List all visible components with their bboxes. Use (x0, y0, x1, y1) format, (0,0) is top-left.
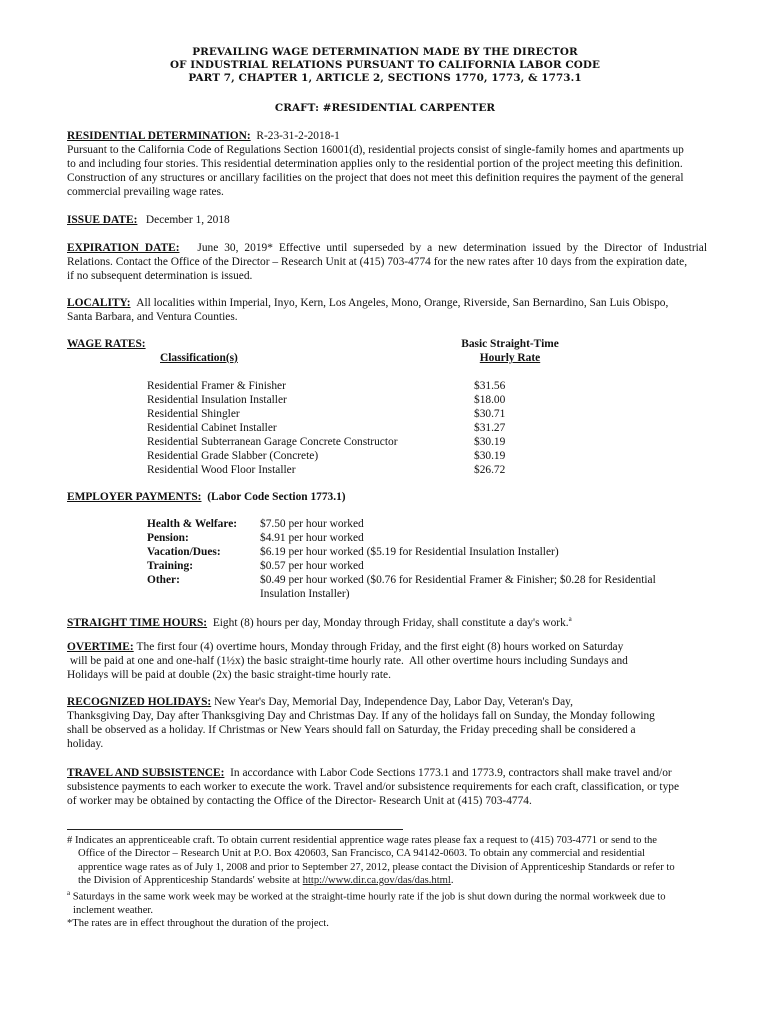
header-line-1: PREVAILING WAGE DETERMINATION MADE BY THE DIRECTOR (192, 46, 578, 58)
employer-label: EMPLOYER PAYMENTS: (67, 491, 202, 503)
expiration-section (67, 241, 707, 283)
footnote-a-mark: a (67, 889, 71, 898)
residential-line-1: Pursuant to the California Code of Regulations Section 16001(d), residential projects consist of single-family homes and apartments up (67, 144, 684, 156)
footnote-a-line-1: Saturdays in the same work week may be worked at the straight-time hourly rate if the job is shut down during the normal workweek due to (72, 891, 666, 903)
issue-date-value: December 1, 2018 (145, 214, 230, 226)
residential-label: RESIDENTIAL DETERMINATION: (67, 130, 251, 142)
residential-line-4: commercial prevailing wage rates. (67, 186, 224, 198)
rate-header-line-2: Hourly Rate (479, 352, 541, 364)
payment-value: $6.19 per hour worked ($5.19 for Residential Insulation Installer) (260, 546, 559, 558)
straight-time-text: Eight (8) hours per day, Monday through Friday, shall constitute a day's work. (212, 616, 569, 629)
list-item: Residential Framer & Finisher (147, 380, 286, 392)
list-item: Other: (147, 574, 180, 586)
das-website-link[interactable]: http://www.dir.ca.gov/das/das.html (302, 874, 451, 886)
footnote-divider (67, 829, 403, 830)
residential-section (67, 129, 707, 199)
expiration-label: EXPIRATION DATE: (67, 242, 180, 254)
header-line-2: OF INDUSTRIAL RELATIONS PURSUANT TO CALIFORNIA LABOR CODE (169, 59, 601, 71)
rate-value: $31.27 (474, 422, 506, 434)
footnote-hash-line-2: Office of the Director – Research Unit at P.O. Box 420603, San Francisco, CA 94142-0603. To obtain any commercial and residential (78, 848, 645, 860)
employer-sub: (Labor Code Section 1773.1) (207, 491, 346, 503)
holidays-line-2: Thanksgiving Day, Day after Thanksgiving Day and Christmas Day. If any of the holidays fall on Sunday, the Monday following (67, 710, 655, 722)
residential-line-2: to and including four stories. This residential determination applies only to the residential portion of the project meeting this definition. (67, 158, 683, 170)
list-item: Vacation/Dues: (147, 546, 221, 558)
list-item: Residential Subterranean Garage Concrete Constructor (147, 436, 398, 448)
footnote-a-line-2: inclement weather. (73, 905, 154, 917)
residential-line-3: Construction of any structures or ancillary facilities on the project that does not meet this definition requires the payment of the general (67, 172, 684, 184)
travel-line-2: subsistence payments to each worker to execute the work. Travel and/or subsistence requirements for each craft, classification, or type (67, 781, 680, 793)
classification-header: Classification(s) (160, 352, 238, 364)
footnote-star: *The rates are in effect throughout the duration of the project. (67, 918, 329, 930)
straight-time-label: STRAIGHT TIME HOURS: (67, 616, 208, 629)
expiration-line-2: Relations. Contact the Office of the Director – Research Unit at (415) 703-4774 for the new rates after 10 days from the expiration date, (67, 256, 688, 268)
locality-line-1: All localities within Imperial, Inyo, Kern, Los Angeles, Mono, Orange, Riverside, San Bernardino, San Luis Obispo, (136, 297, 669, 309)
payment-value: $4.91 per hour worked (260, 532, 364, 544)
travel-label: TRAVEL AND SUBSISTENCE: (67, 767, 225, 779)
list-item: Residential Insulation Installer (147, 394, 287, 406)
expiration-line-1: June 30, 2019* Effective until superseded by a new determination issued by the Director of Industrial (197, 242, 707, 254)
rate-value: $30.19 (474, 436, 506, 448)
travel-line-1: In accordance with Labor Code Sections 1773.1 and 1773.9, contractors shall make travel and/or (230, 767, 672, 779)
list-item: Pension: (147, 532, 189, 544)
travel-section (67, 766, 707, 808)
straight-time-section (67, 612, 572, 630)
residential-code: R-23-31-2-2018-1 (256, 130, 340, 142)
locality-section (67, 296, 707, 324)
employer-payment-names (147, 517, 237, 587)
holidays-line-1: New Year's Day, Memorial Day, Independence Day, Labor Day, Veteran's Day, (214, 696, 573, 708)
list-item: Health & Welfare: (147, 518, 238, 530)
holidays-label: RECOGNIZED HOLIDAYS: (67, 696, 212, 708)
locality-line-2: Santa Barbara, and Ventura Counties. (67, 311, 238, 323)
list-item: Training: (147, 560, 193, 572)
list-item: Residential Grade Slabber (Concrete) (147, 450, 319, 462)
holidays-line-4: holiday. (67, 738, 104, 750)
issue-date-label: ISSUE DATE: (67, 214, 138, 226)
overtime-line-2: will be paid at one and one-half (1½x) the basic straight-time hourly rate. All other overtime hours including Sundays and (67, 655, 628, 667)
rate-value: $26.72 (474, 464, 506, 476)
overtime-line-1: The first four (4) overtime hours, Monday through Friday, and the first eight (8) hours worked on Saturday (136, 641, 624, 653)
rate-header-line-1: Basic Straight-Time (461, 338, 559, 350)
holidays-line-3: shall be observed as a holiday. If Christmas or New Years should fall on Saturday, the Friday preceding shall be considered a (67, 724, 636, 736)
payment-value: $0.57 per hour worked (260, 560, 364, 572)
rate-header (420, 337, 600, 365)
document-header (0, 46, 770, 85)
employer-payments-heading (67, 490, 346, 504)
rate-value: $30.19 (474, 450, 506, 462)
wage-rate-values (474, 379, 505, 477)
straight-time-mark: a (568, 615, 572, 623)
expiration-line-3: if no subsequent determination is issued. (67, 270, 253, 282)
footnote-hash-line-4: the Division of Apprenticeship Standards' website at (78, 874, 300, 886)
list-item: Residential Cabinet Installer (147, 422, 277, 434)
footnote-hash-line-3: apprentice wage rates as of July 1, 2008 and prior to September 27, 2012, please contact the Division of Apprenticeship Standards or refer to (78, 861, 675, 873)
footnotes: # Indicates an apprenticeable craft. To obtain current residential apprentice wage rates please fax a request to (415) 703-4771 or send to the Office of the Director – Research Unit at P.O. Box 420603, San Francisco, CA 94142-0603. To obtain any commercial and residential apprentice wage rates as of July 1, 2008 and prior to September 27, 2012, please contact the Division of Apprenticeship Standards or refer to the Division of Apprenticeship Standards' website at http://www.dir.ca.gov/das/das.html. $^a$ Saturdays in the same work week may be worked at the straight-time hourly rate if the job is shut down during the normal workweek due to inclement weather. *The rates are in effect throughout the duration of the project. (67, 834, 717, 931)
overtime-line-3: Holidays will be paid at double (2x) the basic straight-time hourly rate. (67, 669, 391, 681)
list-item: Residential Wood Floor Installer (147, 464, 296, 476)
payment-value-cont: Insulation Installer) (260, 588, 350, 600)
craft-title: CRAFT: #RESIDENTIAL CARPENTER (274, 102, 496, 114)
rate-value: $31.56 (474, 380, 506, 392)
footnote-hash-line-1: # Indicates an apprenticeable craft. To obtain current residential apprentice wage rates please fax a request to (415) 703-4771 or send to the (67, 835, 658, 846)
overtime-section (67, 640, 707, 682)
header-line-3: PART 7, CHAPTER 1, ARTICLE 2, SECTIONS 1770, 1773, & 1773.1 (188, 72, 582, 84)
issue-date (67, 213, 230, 227)
wage-rate-names (147, 379, 398, 477)
wage-rates-label: WAGE RATES: (67, 338, 146, 350)
payment-value: $0.49 per hour worked ($0.76 for Residential Framer & Finisher; $0.28 for Residential (260, 574, 656, 586)
locality-label: LOCALITY: (67, 297, 131, 309)
travel-line-3: of worker may be obtained by contacting the Office of the Director- Research Unit at (415) 703-4774. (67, 795, 532, 807)
holidays-section (67, 695, 707, 751)
payment-value: $7.50 per hour worked (260, 518, 364, 530)
list-item: Residential Shingler (147, 408, 240, 420)
rate-value: $18.00 (474, 394, 506, 406)
rate-value: $30.71 (474, 408, 506, 420)
employer-payment-values (260, 517, 656, 601)
overtime-label: OVERTIME: (67, 641, 134, 653)
